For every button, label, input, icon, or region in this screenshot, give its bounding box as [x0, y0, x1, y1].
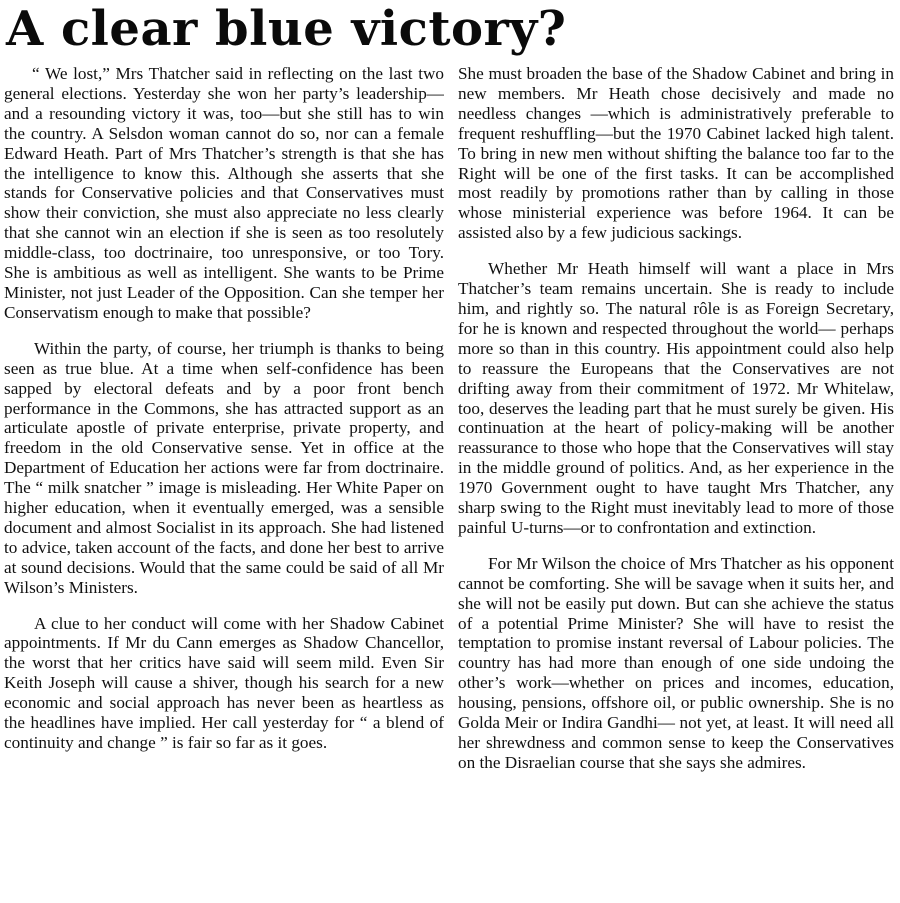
right-column — [458, 64, 894, 899]
headline: A clear blue victory? — [6, 1, 567, 57]
left-column — [4, 64, 444, 899]
paragraph: Within the party, of course, her triumph is thanks to being seen as true blue. At a time when self-confidence has been sapped by electoral defeats and by a poor front bench performance in the Commons, she has attracted support as an articulate apostle of private enterprise, private property, and freedom in the old Conservative sense. Yet in office at the Department of Education her actions were far from doctrinaire. The “ milk snatcher ” image is misleading. Her White Paper on higher education, when it eventually emerged, was a sensible document and almost Socialist in its approach. She had listened to advice, taken account of the facts, and done her best to arrive at sound decisions. Would that the same could be said of all Mr Wilson’s Ministers. — [4, 338, 444, 597]
paragraph: She must broaden the base of the Shadow Cabinet and bring in new members. Mr Heath chose decisively and made no needless changes —which is administratively preferable to frequent reshuffling—but the 1970 Cabinet lacked high talent. To bring in new men without shifting the balance too far to the Right will be one of the first tasks. It can be accomplished most readily by promotions rather than by calling in those whose ministerial experience was before 1964. It can be assisted also by a few judicious sackings. — [458, 64, 894, 243]
article-body — [0, 64, 900, 899]
paragraph: For Mr Wilson the choice of Mrs Thatcher as his opponent cannot be comforting. She will be savage when it suits her, and she will not be easily put down. But can she achieve the status of a potential Prime Minister? She will have to resist the temptation to promise instant reversal of Labour policies. The country has had more than enough of one side undoing the other’s work—whether on prices and incomes, education, housing, pensions, offshore oil, or public ownership. She is no Golda Meir or Indira Gandhi— not yet, at least. It will need all her shrewdness and common sense to keep the Conservatives on the Disraelian course that she says she admires. — [458, 553, 894, 772]
paragraph: Whether Mr Heath himself will want a place in Mrs Thatcher’s team remains uncertain. She is ready to include him, and rightly so. The natural rôle is as Foreign Secretary, for he is known and respected throughout the world— perhaps more so than in this country. His appointment could also help to reassure the Europeans that the Conservatives are not drifting away from their commitment of 1972. Mr Whitelaw, too, deserves the leading part that he must surely be given. His continuation at the heart of policy-making will be another reassurance to those who hope that the Conservatives will stay in the middle ground of politics. And, as her experience in the 1970 Government ought to have taught Mrs Thatcher, any sharp swing to the Right must inevitably lead to more of those painful U-turns—or to confrontation and extinction. — [458, 259, 894, 537]
paragraph: “ We lost,” Mrs Thatcher said in reflecting on the last two general elections. Yesterday she won her party’s leadership—and a resounding victory it was, too—but she still has to win the country. A Selsdon woman cannot do so, nor can a female Edward Heath. Part of Mrs Thatcher’s strength is that she has the intelligence to know this. Although she asserts that she stands for Conservative policies and that Conservatives must show their conviction, she must also appreciate no less clearly that she cannot win an election if she is seen as too resolutely middle-class, too doctrinaire, too unresponsive, or too Tory. She is ambitious as well as intelligent. She wants to be Prime Minister, not just Leader of the Opposition. Can she temper her Conservatism enough to make that possible? — [4, 64, 444, 322]
paragraph: A clue to her conduct will come with her Shadow Cabinet appointments. If Mr du Cann emerges as Shadow Chancellor, the worst that her critics have said will seem mild. Even Sir Keith Joseph will cause a shiver, though his search for a new economic and social approach has never been as heartless as the headlines have implied. Her call yesterday for “ a blend of continuity and change ” is fair so far as it goes. — [4, 613, 444, 752]
